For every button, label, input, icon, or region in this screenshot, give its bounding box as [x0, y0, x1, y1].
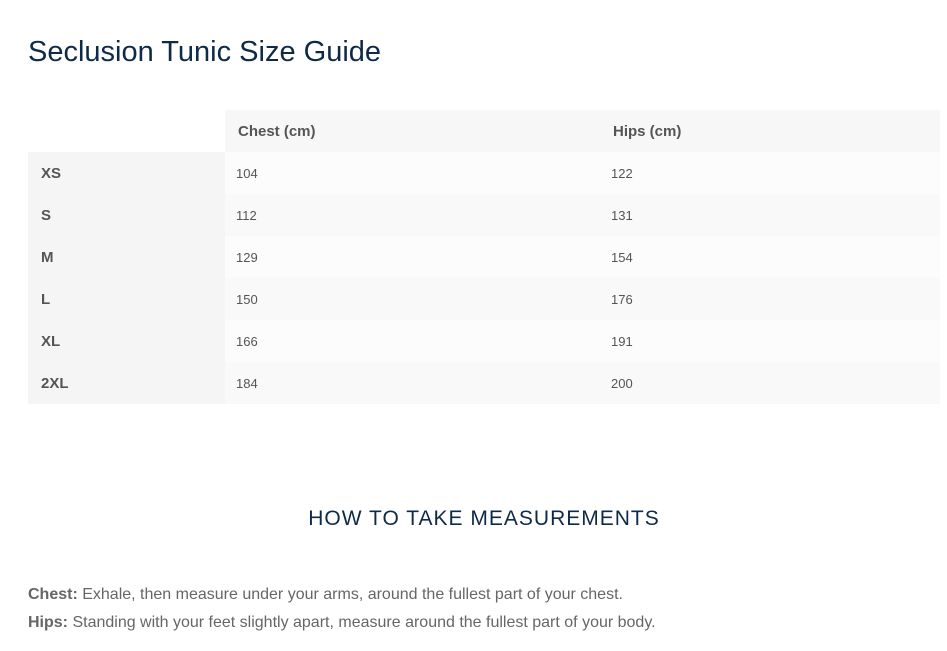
chest-text: Exhale, then measure under your arms, around the fullest part of your chest.	[77, 586, 623, 603]
header-hips: Hips (cm)	[600, 110, 940, 152]
table-row	[28, 194, 940, 236]
cell-chest: 184	[225, 362, 600, 404]
cell-size: M	[28, 236, 225, 278]
cell-chest: 150	[225, 278, 600, 320]
cell-hips: 200	[600, 362, 940, 404]
cell-size: 2XL	[28, 362, 225, 404]
header-chest: Chest (cm)	[225, 110, 600, 152]
cell-hips: 176	[600, 278, 940, 320]
header-size	[28, 110, 225, 152]
cell-hips: 154	[600, 236, 940, 278]
cell-size: XL	[28, 320, 225, 362]
hips-instruction	[28, 614, 656, 632]
cell-chest: 166	[225, 320, 600, 362]
cell-hips: 191	[600, 320, 940, 362]
table-header	[28, 110, 940, 152]
cell-hips: 131	[600, 194, 940, 236]
cell-size: L	[28, 278, 225, 320]
cell-chest: 129	[225, 236, 600, 278]
cell-size: XS	[28, 152, 225, 194]
table-row	[28, 320, 940, 362]
chest-instruction	[28, 586, 623, 604]
table-row	[28, 278, 940, 320]
page-title: Seclusion Tunic Size Guide	[28, 36, 382, 68]
measurements-heading: HOW TO TAKE MEASUREMENTS	[308, 507, 660, 530]
cell-chest: 104	[225, 152, 600, 194]
chest-label: Chest:	[28, 586, 78, 603]
size-table	[28, 110, 940, 404]
cell-size: S	[28, 194, 225, 236]
table-row	[28, 362, 940, 404]
table-row	[28, 152, 940, 194]
cell-hips: 122	[600, 152, 940, 194]
hips-label: Hips:	[28, 614, 68, 631]
hips-text: Standing with your feet slightly apart, measure around the fullest part of your body.	[68, 614, 656, 631]
cell-chest: 112	[225, 194, 600, 236]
table-row	[28, 236, 940, 278]
